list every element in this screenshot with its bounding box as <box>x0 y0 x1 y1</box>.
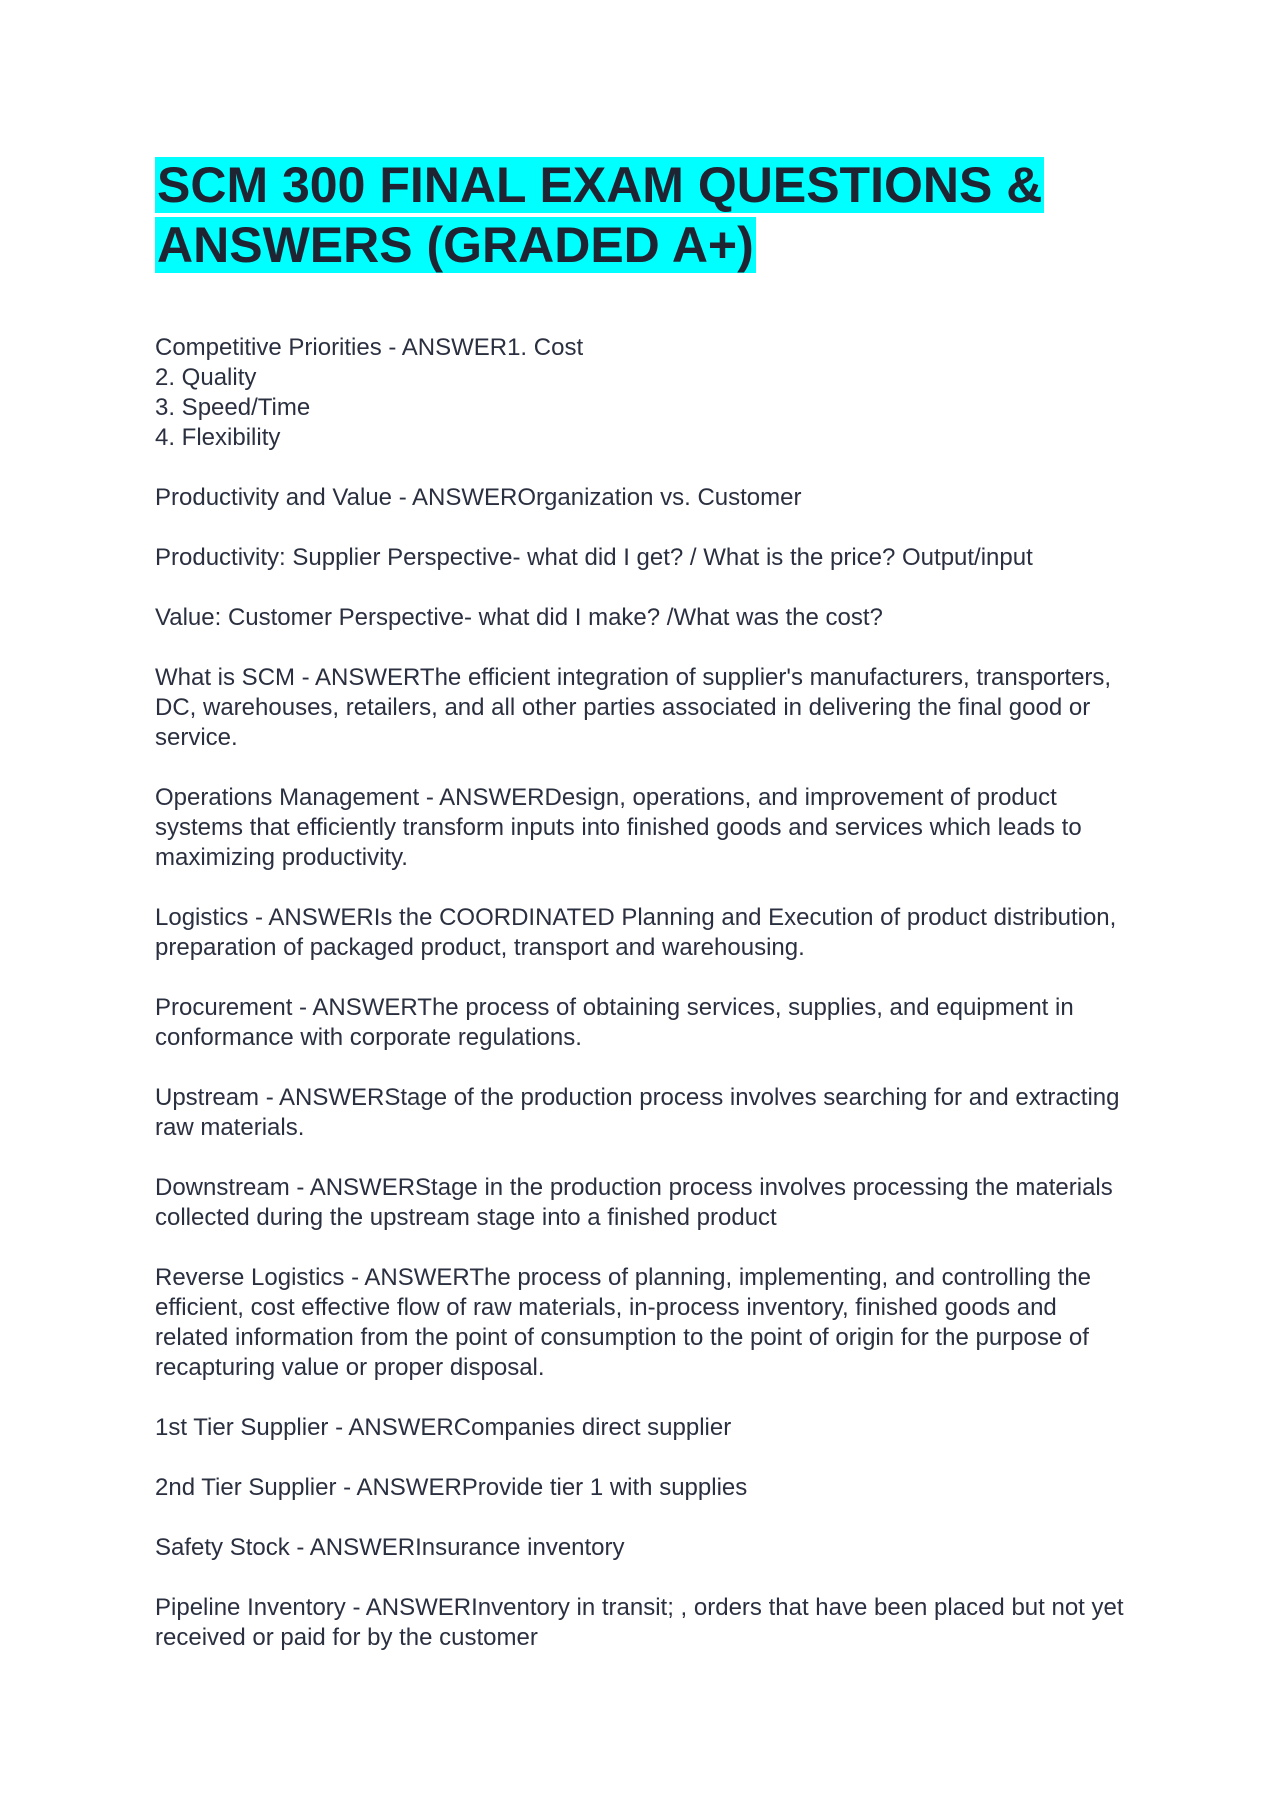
qa-entry-procurement: Procurement - ANSWERThe process of obtaining services, supplies, and equipment in conformance with corporate regulations. <box>155 994 1074 1051</box>
qa-entry-value-customer: Value: Customer Perspective- what did I make? /What was the cost? <box>155 604 883 631</box>
qa-entry-productivity-and-value: Productivity and Value - ANSWEROrganization vs. Customer <box>155 484 802 511</box>
qa-entry-competitive-priorities: Competitive Priorities - ANSWER1. Cost 2. Quality 3. Speed/Time 4. Flexibility <box>155 334 584 451</box>
qa-entry-downstream: Downstream - ANSWERStage in the production process involves processing the materials collected during the upstream stage into a finished product <box>155 1174 1113 1231</box>
qa-entry-safety-stock: Safety Stock - ANSWERInsurance inventory <box>155 1534 625 1561</box>
qa-entry-1st-tier-supplier: 1st Tier Supplier - ANSWERCompanies direct supplier <box>155 1414 732 1441</box>
title-line-1: SCM 300 FINAL EXAM QUESTIONS & <box>157 157 1043 213</box>
qa-entry-logistics: Logistics - ANSWERIs the COORDINATED Planning and Execution of product distribution, preparation of packaged product, transport and warehousing. <box>155 904 1117 961</box>
qa-entry-pipeline-inventory: Pipeline Inventory - ANSWERInventory in transit; , orders that have been placed but not yet received or paid for by the customer <box>155 1594 1124 1651</box>
qa-entry-operations-management: Operations Management - ANSWERDesign, operations, and improvement of product systems that efficiently transform inputs into finished goods and services which leads to maximizing productivity. <box>155 784 1082 871</box>
document-title <box>155 155 1135 275</box>
qa-entry-what-is-scm: What is SCM - ANSWERThe efficient integration of supplier's manufacturers, transporters, DC, warehouses, retailers, and all other parties associated in delivering the final good or service. <box>155 664 1112 751</box>
title-line-2: ANSWERS (GRADED A+) <box>157 217 754 273</box>
qa-entry-upstream: Upstream - ANSWERStage of the production process involves searching for and extracting raw materials. <box>155 1084 1120 1141</box>
qa-entry-2nd-tier-supplier: 2nd Tier Supplier - ANSWERProvide tier 1 with supplies <box>155 1474 748 1501</box>
qa-entry-reverse-logistics: Reverse Logistics - ANSWERThe process of planning, implementing, and controlling the efficient, cost effective flow of raw materials, in-process inventory, finished goods and related information from the point of consumption to the point of origin for the purpose of recapturing value or proper disposal. <box>155 1264 1092 1381</box>
document-page <box>155 155 1135 1683</box>
qa-list <box>155 333 1135 1653</box>
qa-entry-productivity-supplier: Productivity: Supplier Perspective- what did I get? / What is the price? Output/input <box>155 544 1033 571</box>
